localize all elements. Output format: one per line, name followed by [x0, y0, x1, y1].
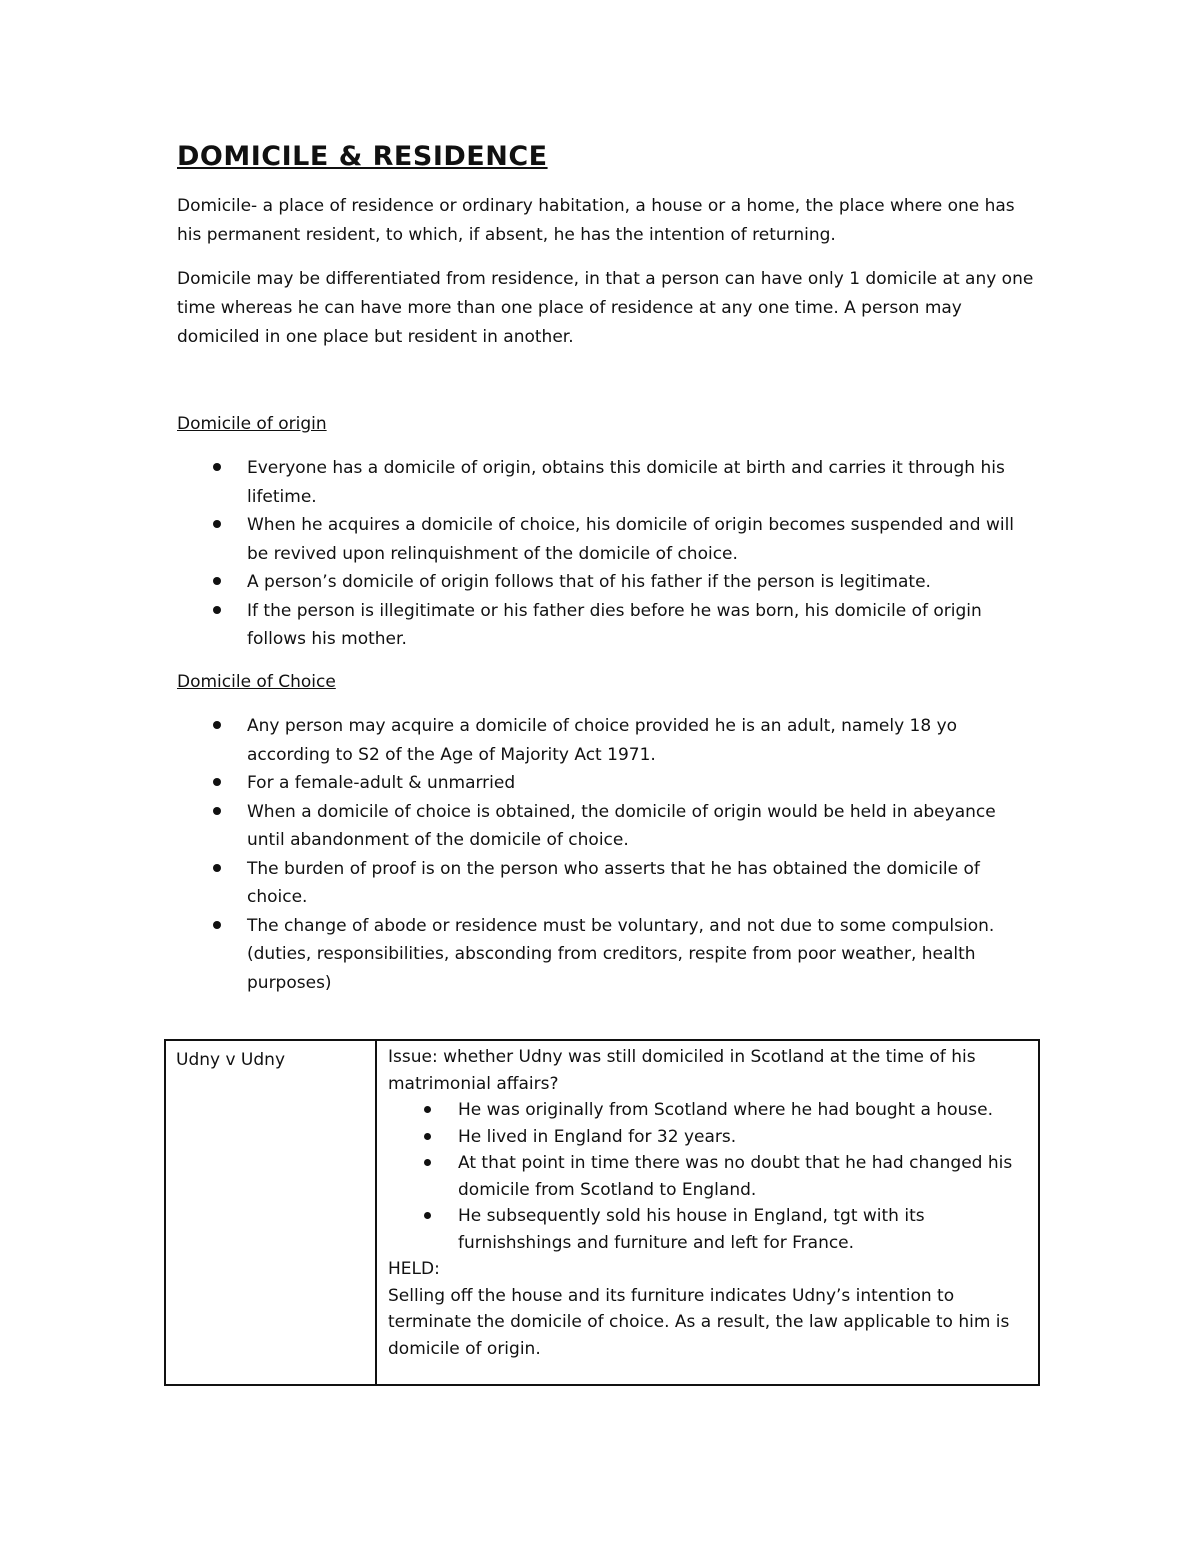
domicile-of-choice-heading: Domicile of Choice — [177, 672, 336, 692]
bullet-icon — [424, 1159, 431, 1166]
domicile-vs-residence: Domicile may be differentiated from residence, in that a person can have only 1 domicile at any one time whereas he can have more than one place of residence at any one time. A person may domiciled in one place but resident in another. — [177, 269, 1034, 347]
list-item-text: At that point in time there was no doubt that he had changed his domicile from Scotland to England. — [458, 1153, 1013, 1200]
domicile-definition: Domicile- a place of residence or ordinary habitation, a house or a home, the place where one has his permanent resident, to which, if absent, he has the intention of returning. — [177, 196, 1015, 245]
bullet-icon — [213, 520, 221, 528]
held-text: Selling off the house and its furniture indicates Udny’s intention to terminate the domicile of choice. As a result, the law applicable to him is domicile of origin. — [388, 1285, 1010, 1359]
bullet-icon — [424, 1133, 431, 1140]
list-item — [388, 1097, 1028, 1124]
list-item-text: The change of abode or residence must be voluntary, and not due to some compulsion. (duties, responsibilities, absconding from creditors, respite from poor weather, health purposes) — [247, 915, 995, 993]
bullet-icon — [213, 778, 221, 786]
list-item-text: When a domicile of choice is obtained, the domicile of origin would be held in abeyance until abandonment of the domicile of choice. — [247, 801, 996, 850]
list-item — [177, 769, 1037, 798]
bullet-icon — [213, 807, 221, 815]
bullet-icon — [213, 921, 221, 929]
bullet-icon — [213, 721, 221, 729]
list-item — [177, 912, 1037, 998]
list-item-text: If the person is illegitimate or his father dies before he was born, his domicile of origin follows his mother. — [247, 600, 982, 649]
case-name-cell — [166, 1041, 377, 1384]
bullet-icon — [424, 1212, 431, 1219]
case-name: Udny v Udny — [176, 1050, 286, 1070]
bullet-icon — [213, 606, 221, 614]
list-item-text: The burden of proof is on the person who asserts that he has obtained the domicile of choice. — [247, 858, 980, 907]
list-item — [388, 1150, 1028, 1203]
list-item-text: He lived in England for 32 years. — [458, 1126, 737, 1147]
bullet-icon — [213, 864, 221, 872]
list-item-text: He subsequently sold his house in England, tgt with its furnishshings and furniture and left for France. — [458, 1206, 925, 1253]
list-item — [177, 597, 1037, 654]
list-item — [177, 568, 1037, 597]
list-item-text: A person’s domicile of origin follows that of his father if the person is legitimate. — [247, 572, 931, 592]
case-facts-list — [388, 1097, 1028, 1256]
list-item — [177, 798, 1037, 855]
case-details-cell — [377, 1041, 1038, 1384]
list-item — [177, 855, 1037, 912]
list-item-text: Any person may acquire a domicile of choice provided he is an adult, namely 18 yo according to S2 of the Age of Majority Act 1971. — [247, 716, 958, 765]
list-item — [388, 1124, 1028, 1151]
list-item-text: For a female-adult & unmarried — [247, 773, 516, 793]
list-item — [177, 712, 1037, 769]
page-title: DOMICILE & RESIDENCE — [177, 141, 548, 172]
case-issue: Issue: whether Udny was still domiciled in Scotland at the time of his matrimonial affairs? — [388, 1047, 976, 1094]
domicile-of-origin-list — [177, 454, 1037, 654]
case-table — [164, 1039, 1040, 1386]
domicile-of-choice-list — [177, 712, 1037, 997]
held-label: HELD: — [388, 1259, 440, 1279]
list-item — [388, 1203, 1028, 1256]
bullet-icon — [213, 577, 221, 585]
bullet-icon — [213, 463, 221, 471]
list-item-text: He was originally from Scotland where he had bought a house. — [458, 1100, 993, 1120]
list-item — [177, 511, 1037, 568]
list-item-text: Everyone has a domicile of origin, obtains this domicile at birth and carries it through his lifetime. — [247, 458, 1005, 507]
domicile-of-origin-heading: Domicile of origin — [177, 414, 327, 434]
list-item-text: When he acquires a domicile of choice, his domicile of origin becomes suspended and will be revived upon relinquishment of the domicile of choice. — [247, 515, 1015, 564]
list-item — [177, 454, 1037, 511]
bullet-icon — [424, 1106, 431, 1113]
